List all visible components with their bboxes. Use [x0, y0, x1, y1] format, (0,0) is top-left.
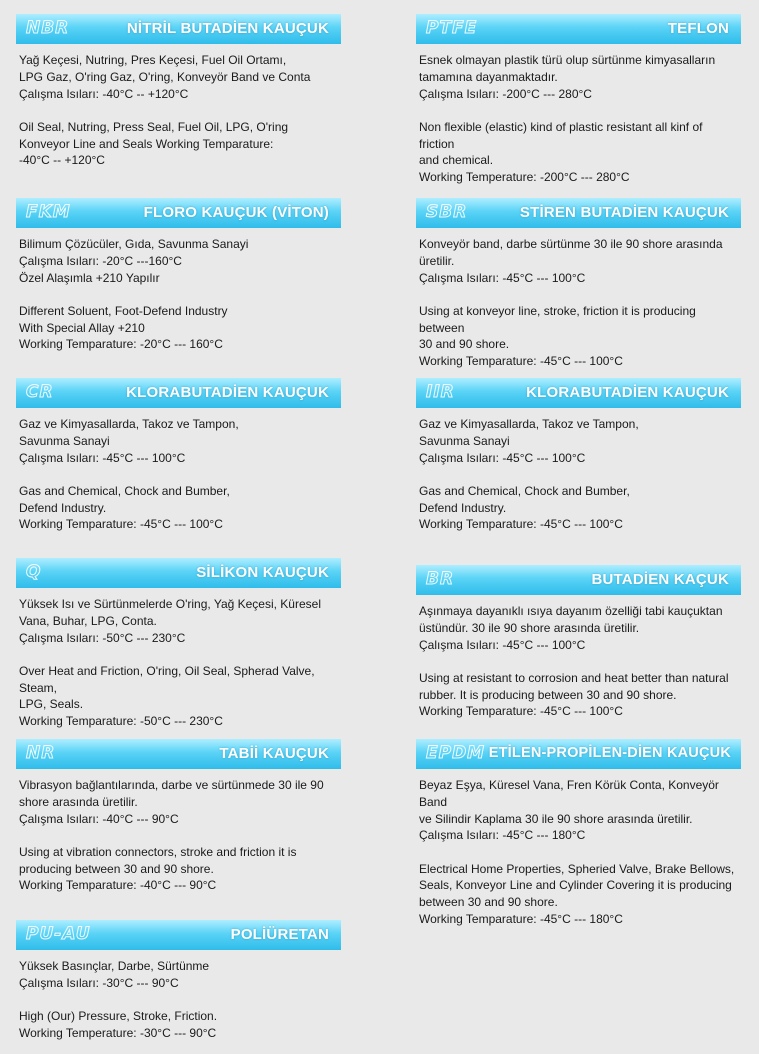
material-code: FKM	[26, 202, 71, 222]
description-en: Different Soluent, Foot-Defend Industry With Special Allay +210 Working Temparature: -20°C --- 160°C	[19, 303, 228, 352]
material-card-nr	[16, 739, 341, 894]
description-en: Gas and Chemical, Chock and Bumber, Defend Industry. Working Temparature: -45°C --- 100°C	[419, 483, 630, 532]
material-code: IIR	[426, 382, 455, 402]
card-header	[416, 14, 741, 44]
material-name: POLİÜRETAN	[230, 926, 329, 943]
material-name: SİLİKON KAUÇUK	[196, 564, 329, 581]
material-code: BR	[426, 569, 455, 589]
description-en: Electrical Home Properties, Spheried Valve, Brake Bellows, Seals, Konveyor Line and Cylinder Covering it is producing between 30 and 90 shore. Working Temparature: -45°C --- 180°C	[419, 861, 735, 927]
description-tr: Vibrasyon bağlantılarında, darbe ve sürtünmede 30 ile 90 shore arasında üretilir. Çalışma Isıları: -40°C --- 90°C	[19, 778, 324, 826]
card-header	[16, 378, 341, 408]
description-tr: Beyaz Eşya, Küresel Vana, Fren Körük Conta, Konveyör Band ve Silindir Kaplama 30 ile 90 shore arasında üretilir. Çalışma Isıları: -45°C --- 180°C	[419, 778, 719, 843]
card-header	[416, 198, 741, 228]
description-tr: Konveyör band, darbe sürtünme 30 ile 90 shore arasında üretilir. Çalışma Isıları: -45°C --- 100°C	[419, 237, 723, 285]
material-name: TABİİ KAUÇUK	[219, 745, 329, 762]
description-en: Gas and Chemical, Chock and Bumber, Defend Industry. Working Temparature: -45°C --- 100°C	[19, 483, 230, 532]
material-name: KLORABUTADİEN KAUÇUK	[126, 384, 329, 401]
card-header	[16, 920, 341, 950]
description-tr: Yüksek Isı ve Sürtünmelerde O'ring, Yağ Keçesi, Küresel Vana, Buhar, LPG, Conta. Çalışma Isıları: -50°C --- 230°C	[19, 597, 321, 645]
material-card-cr	[16, 378, 341, 533]
description-tr: Yağ Keçesi, Nutring, Pres Keçesi, Fuel Oil Ortamı, LPG Gaz, O'ring Gaz, O'ring, Konveyör Band ve Conta Çalışma Isıları: -40°C -- +120°C	[19, 53, 311, 101]
description-en: High (Our) Pressure, Stroke, Friction. Working Temperature: -30°C --- 90°C	[19, 1009, 218, 1040]
material-card-ptfe	[416, 14, 741, 186]
material-name: BUTADİEN KAÇUK	[591, 571, 729, 588]
description-tr: Bilimum Çözücüler, Gıda, Savunma Sanayi Çalışma Isıları: -20°C ---160°C Özel Alaşımla +210 Yapılır	[19, 237, 249, 285]
material-name: KLORABUTADİEN KAUÇUK	[526, 384, 729, 401]
description-en: Over Heat and Friction, O'ring, Oil Seal, Spherad Valve, Steam, LPG, Seals. Working Temparature: -50°C --- 230°C	[19, 663, 315, 729]
material-name: TEFLON	[667, 20, 729, 37]
material-card-br	[416, 565, 741, 720]
material-card-fkm	[16, 198, 341, 353]
material-code: EPDM	[426, 743, 486, 763]
card-header	[16, 558, 341, 588]
description-tr: Esnek olmayan plastik türü olup sürtünme kimyasalların tamamına dayanmaktadır. Çalışma Isıları: -200°C --- 280°C	[419, 53, 716, 101]
description-en: Oil Seal, Nutring, Press Seal, Fuel Oil, LPG, O'ring Konveyor Line and Seals Working Temparature: -40°C -- +120°C	[19, 119, 289, 168]
material-card-q	[16, 558, 341, 730]
description-tr: Gaz ve Kimyasallarda, Takoz ve Tampon, Savunma Sanayi Çalışma Isıları: -45°C --- 100°C	[19, 417, 239, 465]
material-name: STİREN BUTADİEN KAUÇUK	[519, 204, 729, 221]
card-header	[416, 565, 741, 595]
material-code: NBR	[26, 18, 70, 38]
card-header	[16, 739, 341, 769]
description-en: Using at resistant to corrosion and heat better than natural rubber. It is producing between 30 and 90 shore. Working Temparature: -45°C --- 100°C	[419, 670, 729, 719]
material-code: Q	[26, 562, 42, 582]
material-code: NR	[26, 743, 56, 763]
material-code: CR	[26, 382, 54, 402]
description-en: Using at vibration connectors, stroke and friction it is producing between 30 and 90 shore. Working Temparature: -40°C --- 90°C	[19, 844, 297, 893]
description-en: Non flexible (elastic) kind of plastic resistant all kinf of friction and chemical. Working Temperature: -200°C --- 280°C	[419, 119, 703, 185]
description-tr: Gaz ve Kimyasallarda, Takoz ve Tampon, Savunma Sanayi Çalışma Isıları: -45°C --- 100°C	[419, 417, 639, 465]
material-code: SBR	[426, 202, 468, 222]
material-code: PU-AU	[26, 924, 91, 944]
description-tr: Yüksek Basınçlar, Darbe, Sürtünme Çalışma Isıları: -30°C --- 90°C	[19, 959, 210, 990]
material-card-pu-au	[16, 920, 341, 1042]
description-en: Using at konveyor line, stroke, friction it is producing between 30 and 90 shore. Working Temparature: -45°C --- 100°C	[419, 303, 696, 369]
material-name: ETİLEN-PROPİLEN-DİEN KAUÇUK	[488, 745, 731, 761]
description-tr: Aşınmaya dayanıklı ısıya dayanım özelliği tabi kauçuktan üstündür. 30 ile 90 shore arasında üretilir. Çalışma Isıları: -45°C --- 100°C	[419, 604, 723, 652]
card-header	[416, 739, 741, 769]
material-card-sbr	[416, 198, 741, 370]
material-name: NİTRİL BUTADİEN KAUÇUK	[126, 20, 329, 37]
material-card-iir	[416, 378, 741, 533]
card-header	[16, 198, 341, 228]
card-header	[416, 378, 741, 408]
material-code: PTFE	[426, 18, 478, 38]
card-header	[16, 14, 341, 44]
material-name: FLORO KAUÇUK (VİTON)	[143, 204, 329, 221]
material-card-epdm	[416, 739, 741, 928]
material-card-nbr	[16, 14, 341, 169]
